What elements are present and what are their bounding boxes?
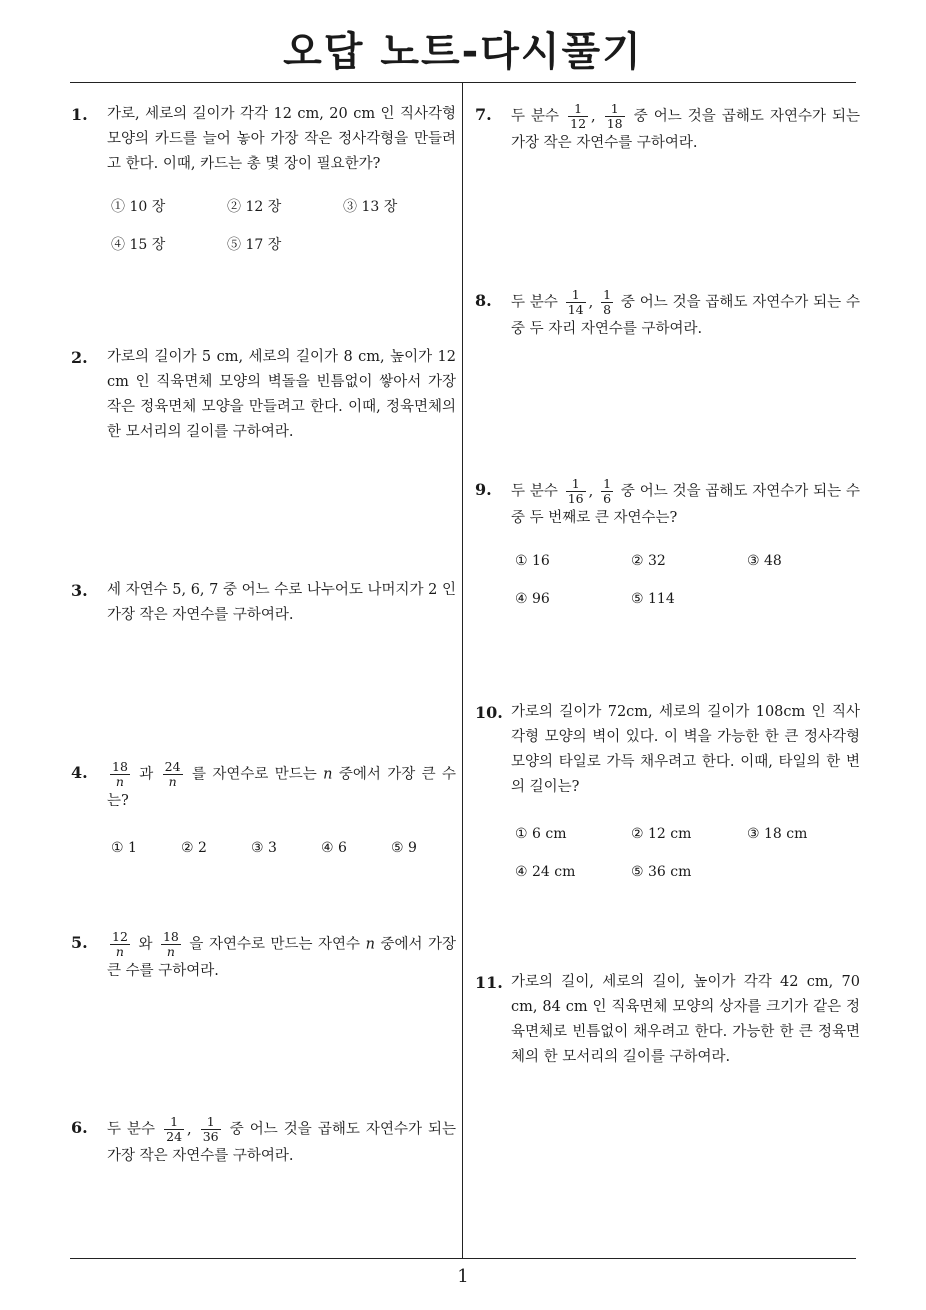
- question-number: 10.: [475, 703, 503, 722]
- question-5: [71, 930, 456, 984]
- question-number: 1.: [71, 105, 88, 124]
- choice-1[interactable]: ① 1: [111, 840, 137, 856]
- choice-5[interactable]: ⑤ 114: [631, 591, 675, 607]
- question-text: 세 자연수 5, 6, 7 중 어느 수로 나누어도 나머지가 2 인 가장 작은 자연수를 구하여라.: [107, 582, 456, 623]
- question-number: 9.: [475, 480, 492, 499]
- question-11: [475, 970, 860, 1070]
- choice-1[interactable]: ① 16: [515, 553, 550, 569]
- question-number: 8.: [475, 291, 492, 310]
- fraction: $\frac{12}{n}$: [112, 929, 128, 959]
- fraction: $\frac{18}{n}$: [162, 929, 179, 959]
- choice-2[interactable]: ② 32: [631, 553, 666, 569]
- question-7: [475, 102, 860, 156]
- question-4: [71, 760, 456, 866]
- answer-choices: [107, 195, 456, 275]
- question-9: [475, 477, 860, 629]
- choice-1[interactable]: ① 6 cm: [515, 826, 567, 842]
- page-title: 오답 노트-다시풀기: [283, 29, 643, 75]
- question-10: [475, 700, 860, 902]
- choice-3[interactable]: ③ 48: [747, 553, 782, 569]
- choice-2[interactable]: ② 12 장: [227, 199, 282, 215]
- fraction: $\frac{18}{n}$: [112, 759, 128, 789]
- fraction: $\frac{1}{18}$: [606, 101, 623, 131]
- question-number: 7.: [475, 105, 492, 124]
- choice-5[interactable]: ⑤ 17 장: [227, 237, 282, 253]
- choice-3[interactable]: ③ 13 장: [343, 199, 398, 215]
- question-number: 3.: [71, 581, 88, 600]
- question-text: 두 분수 $\frac{1}{16}$ , $\frac{1}{6}$ 중 어느 것을 곱해도 자연수가 되는 수 중 두 번째로 큰 자연수는?: [511, 476, 861, 526]
- bottom-rule: [70, 1258, 856, 1259]
- question-1: [71, 102, 456, 275]
- choice-1[interactable]: ① 10 장: [111, 199, 166, 215]
- fraction: $\frac{1}{36}$: [202, 1114, 219, 1144]
- choice-5[interactable]: ⑤ 36 cm: [631, 864, 692, 880]
- column-divider: [462, 83, 463, 1258]
- choice-4[interactable]: ④ 96: [515, 591, 550, 607]
- choice-4[interactable]: ④ 15 장: [111, 237, 166, 253]
- fraction: $\frac{1}{14}$: [567, 287, 584, 317]
- question-text: $\frac{12}{n}$ 와 $\frac{18}{n}$ 을 자연수로 만드는 자연수 n 중에서 가장 큰 수를 구하여라.: [107, 929, 457, 979]
- choice-4[interactable]: ④ 24 cm: [515, 864, 576, 880]
- page-number: 1: [457, 1266, 469, 1287]
- question-text: 두 분수 $\frac{1}{14}$ , $\frac{1}{8}$ 중 어느 것을 곱해도 자연수가 되는 수 중 두 자리 자연수를 구하여라.: [511, 287, 861, 337]
- question-text: 가로의 길이가 5 cm, 세로의 길이가 8 cm, 높이가 12 cm 인 직육면체 모양의 벽돌을 빈틈없이 쌓아서 가장 작은 정육면체 모양을 만들려고 한다. 이때, 정육면체의 한 모서리의 길이를 구하여라.: [107, 349, 456, 440]
- question-8: [475, 288, 860, 342]
- question-number: 6.: [71, 1118, 88, 1137]
- question-text: 가로, 세로의 길이가 각각 12 cm, 20 cm 인 직사각형 모양의 카드를 늘어 놓아 가장 작은 정사각형을 만들려고 한다. 이때, 카드는 총 몇 장이 필요한가?: [107, 106, 456, 172]
- question-text: 두 분수 $\frac{1}{24}$ , $\frac{1}{36}$ 중 어느 것을 곱해도 자연수가 되는 가장 작은 자연수를 구하여라.: [107, 1114, 457, 1164]
- question-text: 가로의 길이, 세로의 길이, 높이가 각각 42 cm, 70 cm, 84 cm 인 직육면체 모양의 상자를 크기가 같은 정육면체로 빈틈없이 채우려고 한다. 가능한 한 큰 정육면체의 한 모서리의 길이를 구하여라.: [511, 974, 860, 1065]
- answer-choices: [107, 836, 456, 866]
- fraction: $\frac{1}{16}$: [567, 476, 584, 506]
- question-text: 두 분수 $\frac{1}{12}$ , $\frac{1}{18}$ 중 어느 것을 곱해도 자연수가 되는 가장 작은 자연수를 구하여라.: [511, 101, 861, 151]
- choice-2[interactable]: ② 12 cm: [631, 826, 692, 842]
- question-number: 5.: [71, 933, 88, 952]
- choice-5[interactable]: ⑤ 9: [391, 840, 417, 856]
- fraction: $\frac{24}{n}$: [164, 759, 181, 789]
- fraction: $\frac{1}{24}$: [166, 1114, 183, 1144]
- answer-choices: [511, 549, 860, 629]
- choice-4[interactable]: ④ 6: [321, 840, 347, 856]
- question-text: $\frac{18}{n}$ 과 $\frac{24}{n}$ 를 자연수로 만드는 n 중에서 가장 큰 수는?: [107, 759, 457, 809]
- question-6: [71, 1115, 456, 1169]
- question-number: 4.: [71, 763, 88, 782]
- answer-choices: [511, 822, 860, 902]
- question-number: 11.: [475, 973, 503, 992]
- choice-2[interactable]: ② 2: [181, 840, 207, 856]
- question-text: 가로의 길이가 72cm, 세로의 길이가 108cm 인 직사각형 모양의 벽이 있다. 이 벽을 가능한 한 큰 정사각형 모양의 타일로 가득 채우려고 한다. 이때, 타일의 한 변의 길이는?: [511, 704, 860, 795]
- fraction: $\frac{1}{6}$: [603, 476, 612, 506]
- question-3: [71, 578, 456, 628]
- choice-3[interactable]: ③ 18 cm: [747, 826, 808, 842]
- question-number: 2.: [71, 348, 88, 367]
- fraction: $\frac{1}{8}$: [603, 287, 612, 317]
- fraction: $\frac{1}{12}$: [570, 101, 587, 131]
- top-rule: [70, 82, 856, 83]
- choice-3[interactable]: ③ 3: [251, 840, 277, 856]
- question-2: [71, 345, 456, 445]
